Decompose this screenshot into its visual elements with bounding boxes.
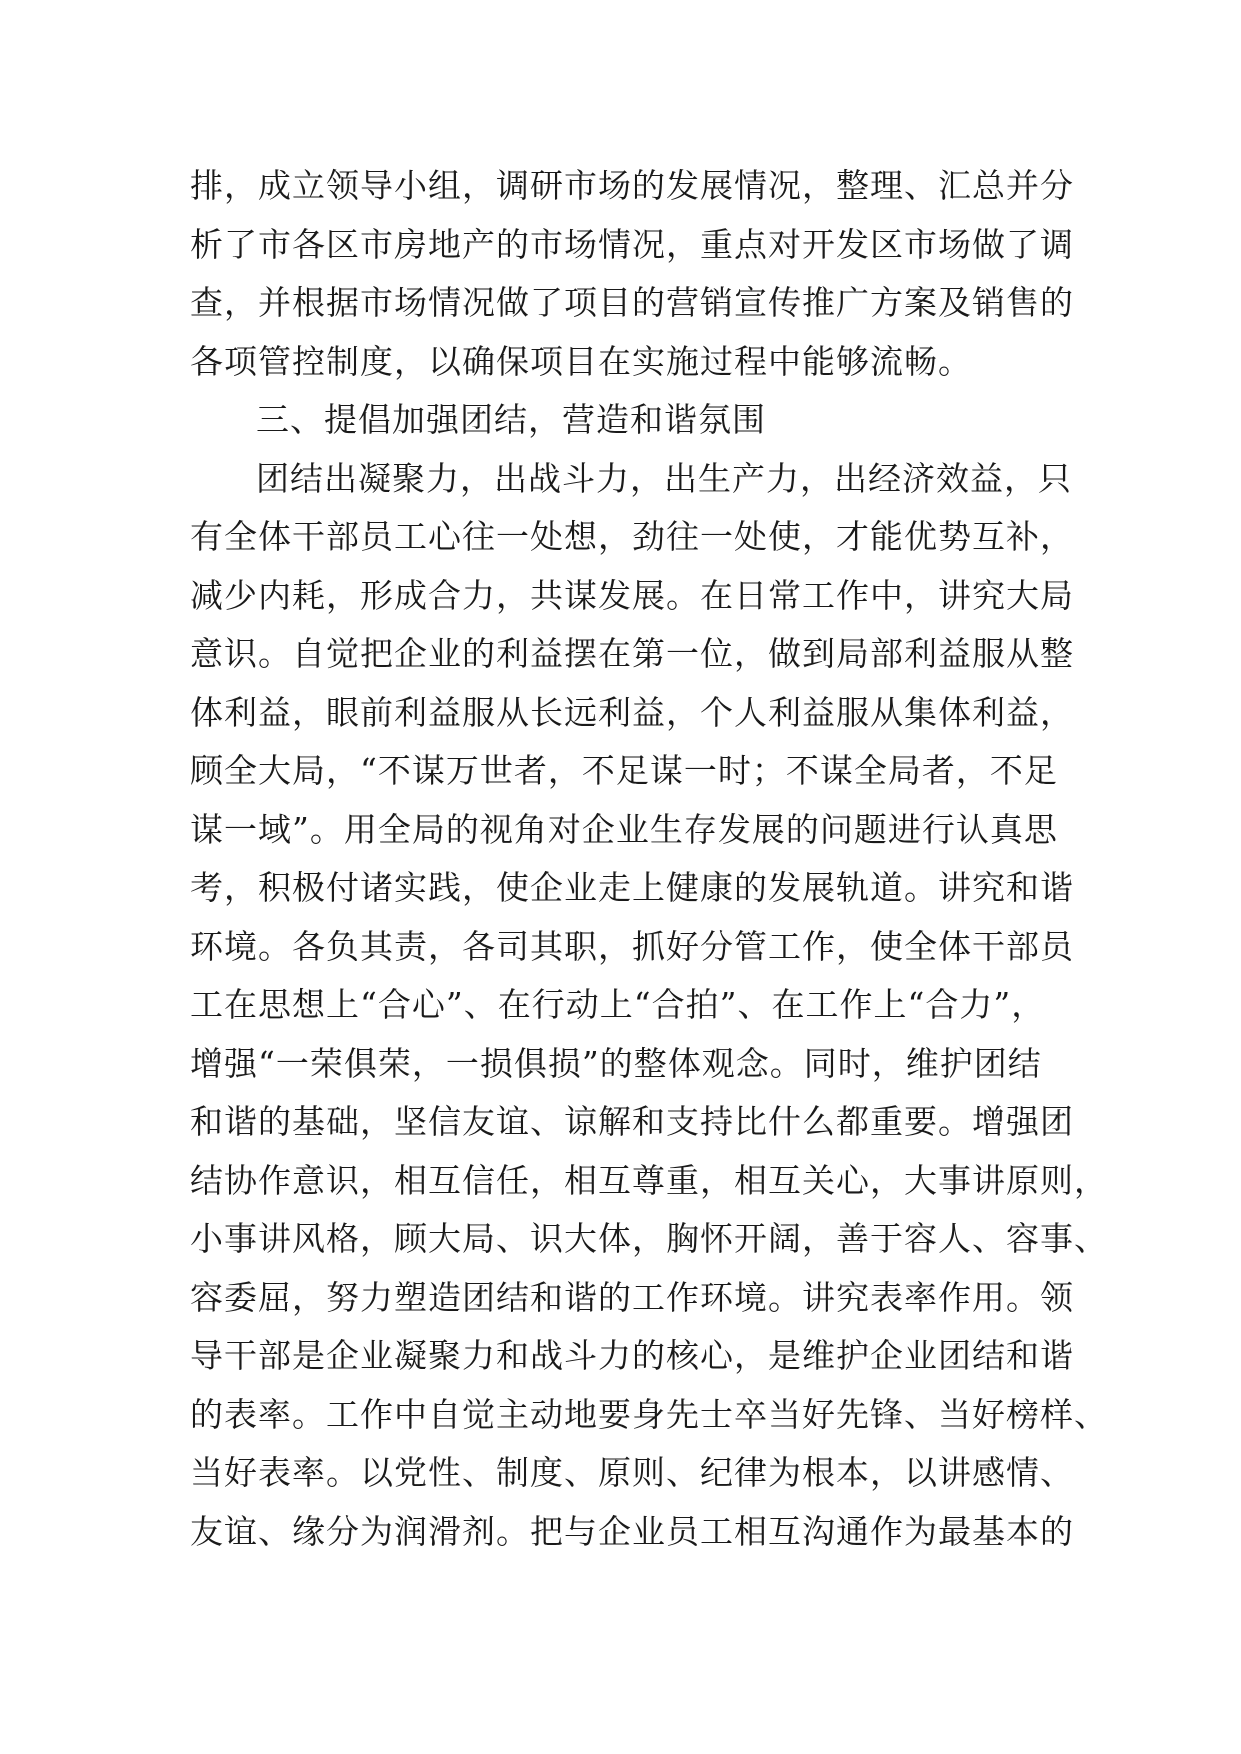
text-line: 团结出凝聚力，出战斗力，出生产力，出经济效益，只 [256,458,1072,498]
text-line: 谋一域”。用全局的视角对企业生存发展的问题进行认真思 [190,809,1058,849]
text-line: 工在思想上“合心”、在行动上“合拍”、在工作上“合力”， [190,985,1046,1024]
text-line: 考，积极付诸实践，使企业走上健康的发展轨道。讲究和谐 [190,868,1074,907]
section-heading: 三、提倡加强团结，营造和谐氛围 [256,400,766,439]
text-line: 容委屈，努力塑造团结和谐的工作环境。讲究表率作用。领 [190,1277,1074,1317]
text-line: 友谊、缘分为润滑剂。把与企业员工相互沟通作为最基本的 [190,1511,1074,1551]
text-line: 增强“一荣俱荣，一损俱损”的整体观念。同时，维护团结 [190,1043,1042,1083]
text-line: 导干部是企业凝聚力和战斗力的核心，是维护企业团结和谐 [190,1336,1074,1375]
text-line: 有全体干部员工心往一处想，劲往一处使，才能优势互补， [190,517,1074,556]
text-line: 的表率。工作中自觉主动地要身先士卒当好先锋、当好榜样、 [190,1394,1108,1434]
text-line: 顾全大局，“不谋万世者，不足谋一时；不谋全局者，不足 [190,751,1058,790]
text-line: 意识。自觉把企业的利益摆在第一位，做到局部利益服从整 [190,634,1074,673]
text-line: 和谐的基础，坚信友谊、谅解和支持比什么都重要。增强团 [190,1102,1074,1141]
text-line: 析了市各区市房地产的市场情况，重点对开发区市场做了调 [190,224,1074,264]
document-body [190,157,1108,1561]
text-line: 结协作意识，相互信任，相互尊重，相互关心，大事讲原则， [190,1160,1108,1200]
text-line: 排，成立领导小组，调研市场的发展情况，整理、汇总并分 [190,166,1074,205]
text-line: 环境。各负其责，各司其职，抓好分管工作，使全体干部员 [190,926,1074,966]
text-line: 查，并根据市场情况做了项目的营销宣传推广方案及销售的 [190,283,1074,322]
text-line: 体利益，眼前利益服从长远利益，个人利益服从集体利益， [190,692,1074,732]
text-line: 小事讲风格，顾大局、识大体，胸怀开阔，善于容人、容事、 [190,1219,1108,1258]
text-line: 当好表率。以党性、制度、原则、纪律为根本，以讲感情、 [190,1453,1074,1492]
text-line: 各项管控制度，以确保项目在实施过程中能够流畅。 [190,341,972,381]
text-line: 减少内耗，形成合力，共谋发展。在日常工作中，讲究大局 [190,575,1074,615]
